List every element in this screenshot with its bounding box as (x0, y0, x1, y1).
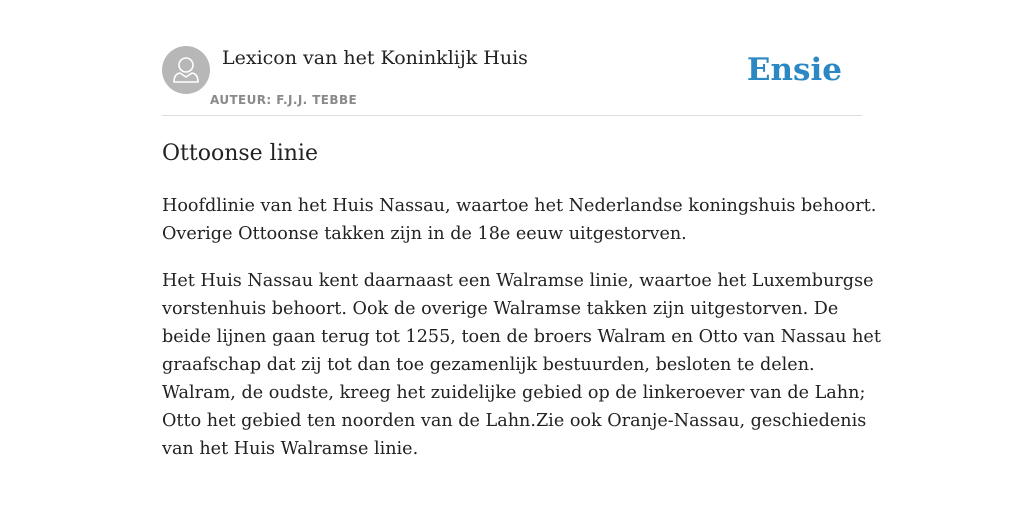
article-title: Ottoonse linie (162, 141, 318, 166)
author-label: AUTEUR: F.J.J. TEBBE (210, 93, 358, 107)
article-body (162, 192, 882, 482)
user-avatar-icon (162, 46, 210, 94)
paragraph: Het Huis Nassau kent daarnaast een Walramse linie, waartoe het Luxemburgse vorstenhuis behoort. Ook de overige Walramse takken zijn uitgestorven. De beide lijnen gaan terug tot 1255, toen de broers Walram en Otto van Nassau het graafschap dat zij tot dan toe gezamenlijk bestuurden, besloten te delen. Walram, de oudste, kreeg het zuidelijke gebied op de linkeroever van de Lahn; Otto het gebied ten noorden van de Lahn.Zie ook Oranje-Nassau, geschiedenis van het Huis Walramse linie. (162, 271, 881, 459)
article-header (162, 46, 862, 116)
lexicon-title[interactable]: Lexicon van het Koninklijk Huis (222, 47, 528, 69)
paragraph: Hoofdlinie van het Huis Nassau, waartoe het Nederlandse koningshuis behoort. Overige Ottoonse takken zijn in de 18e eeuw uitgestorven. (162, 196, 877, 244)
brand-logo[interactable]: Ensie (746, 52, 842, 88)
